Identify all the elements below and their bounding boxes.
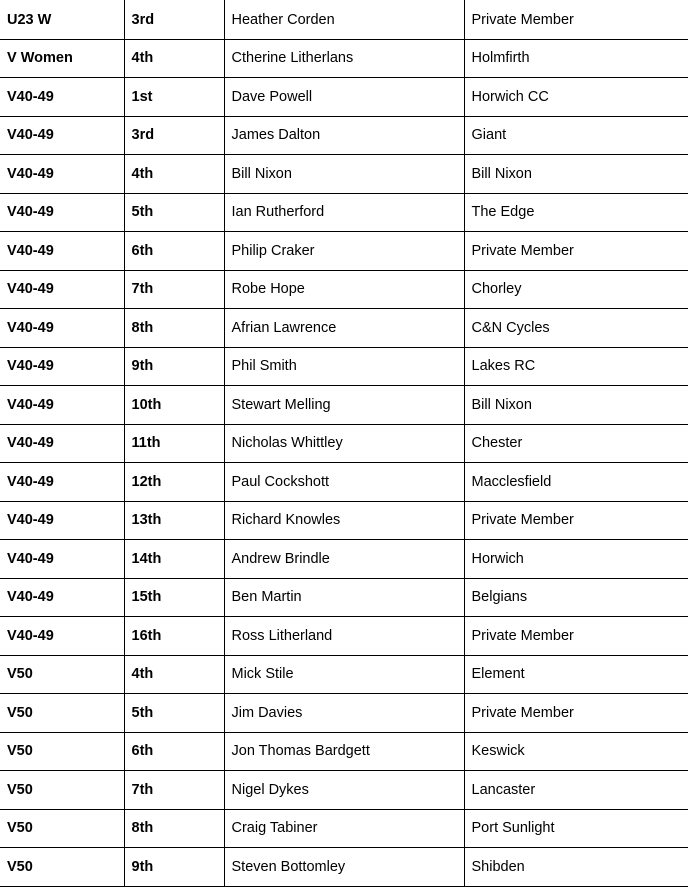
- category-cell: V50: [0, 694, 124, 733]
- table-row: [0, 578, 688, 617]
- category-cell: V40-49: [0, 155, 124, 194]
- table-row: [0, 116, 688, 155]
- club-cell: Shibden: [464, 848, 688, 887]
- category-cell: V40-49: [0, 270, 124, 309]
- rider-name-cell: Nicholas Whittley: [224, 424, 464, 463]
- table-row: [0, 809, 688, 848]
- table-row: [0, 193, 688, 232]
- category-cell: V50: [0, 655, 124, 694]
- rider-name-cell: Stewart Melling: [224, 386, 464, 425]
- club-cell: The Edge: [464, 193, 688, 232]
- position-cell: 13th: [124, 501, 224, 540]
- table-row: [0, 309, 688, 348]
- rider-name-cell: Dave Powell: [224, 78, 464, 117]
- position-cell: 1st: [124, 78, 224, 117]
- rider-name-cell: Ian Rutherford: [224, 193, 464, 232]
- category-cell: U23 W: [0, 0, 124, 39]
- rider-name-cell: Craig Tabiner: [224, 809, 464, 848]
- category-cell: V40-49: [0, 116, 124, 155]
- table-row: [0, 0, 688, 39]
- table-row: [0, 463, 688, 502]
- club-cell: C&N Cycles: [464, 309, 688, 348]
- rider-name-cell: Steven Bottomley: [224, 848, 464, 887]
- club-cell: Lakes RC: [464, 347, 688, 386]
- table-row: [0, 270, 688, 309]
- category-cell: V40-49: [0, 463, 124, 502]
- rider-name-cell: Heather Corden: [224, 0, 464, 39]
- club-cell: Element: [464, 655, 688, 694]
- rider-name-cell: Robe Hope: [224, 270, 464, 309]
- rider-name-cell: Mick Stile: [224, 655, 464, 694]
- category-cell: V Women: [0, 39, 124, 78]
- club-cell: Private Member: [464, 617, 688, 656]
- club-cell: Port Sunlight: [464, 809, 688, 848]
- club-cell: Macclesfield: [464, 463, 688, 502]
- club-cell: Chester: [464, 424, 688, 463]
- table-row: [0, 501, 688, 540]
- club-cell: Chorley: [464, 270, 688, 309]
- club-cell: Private Member: [464, 501, 688, 540]
- position-cell: 8th: [124, 309, 224, 348]
- category-cell: V40-49: [0, 193, 124, 232]
- position-cell: 9th: [124, 347, 224, 386]
- category-cell: V50: [0, 771, 124, 810]
- table-row: [0, 386, 688, 425]
- club-cell: Horwich: [464, 540, 688, 579]
- table-row: [0, 232, 688, 271]
- club-cell: Private Member: [464, 0, 688, 39]
- club-cell: Holmfirth: [464, 39, 688, 78]
- rider-name-cell: Richard Knowles: [224, 501, 464, 540]
- table-row: [0, 771, 688, 810]
- position-cell: 4th: [124, 39, 224, 78]
- club-cell: Horwich CC: [464, 78, 688, 117]
- rider-name-cell: Ben Martin: [224, 578, 464, 617]
- category-cell: V40-49: [0, 540, 124, 579]
- position-cell: 16th: [124, 617, 224, 656]
- table-row: [0, 424, 688, 463]
- position-cell: 14th: [124, 540, 224, 579]
- rider-name-cell: Phil Smith: [224, 347, 464, 386]
- rider-name-cell: Jon Thomas Bardgett: [224, 732, 464, 771]
- rider-name-cell: Afrian Lawrence: [224, 309, 464, 348]
- position-cell: 7th: [124, 270, 224, 309]
- rider-name-cell: James Dalton: [224, 116, 464, 155]
- rider-name-cell: Jim Davies: [224, 694, 464, 733]
- club-cell: Bill Nixon: [464, 386, 688, 425]
- position-cell: 5th: [124, 694, 224, 733]
- position-cell: 4th: [124, 155, 224, 194]
- position-cell: 6th: [124, 232, 224, 271]
- position-cell: 8th: [124, 809, 224, 848]
- rider-name-cell: Ross Litherland: [224, 617, 464, 656]
- table-row: [0, 655, 688, 694]
- category-cell: V40-49: [0, 617, 124, 656]
- table-row: [0, 694, 688, 733]
- category-cell: V50: [0, 848, 124, 887]
- club-cell: Giant: [464, 116, 688, 155]
- rider-name-cell: Bill Nixon: [224, 155, 464, 194]
- position-cell: 11th: [124, 424, 224, 463]
- club-cell: Keswick: [464, 732, 688, 771]
- table-row: [0, 848, 688, 887]
- position-cell: 9th: [124, 848, 224, 887]
- category-cell: V40-49: [0, 578, 124, 617]
- position-cell: 3rd: [124, 116, 224, 155]
- position-cell: 12th: [124, 463, 224, 502]
- rider-name-cell: Nigel Dykes: [224, 771, 464, 810]
- position-cell: 6th: [124, 732, 224, 771]
- category-cell: V40-49: [0, 424, 124, 463]
- category-cell: V40-49: [0, 78, 124, 117]
- category-cell: V50: [0, 809, 124, 848]
- category-cell: V40-49: [0, 309, 124, 348]
- club-cell: Bill Nixon: [464, 155, 688, 194]
- table-row: [0, 540, 688, 579]
- position-cell: 5th: [124, 193, 224, 232]
- category-cell: V50: [0, 732, 124, 771]
- club-cell: Private Member: [464, 232, 688, 271]
- position-cell: 7th: [124, 771, 224, 810]
- category-cell: V40-49: [0, 501, 124, 540]
- position-cell: 4th: [124, 655, 224, 694]
- table-row: [0, 347, 688, 386]
- club-cell: Belgians: [464, 578, 688, 617]
- rider-name-cell: Ctherine Litherlans: [224, 39, 464, 78]
- rider-name-cell: Philip Craker: [224, 232, 464, 271]
- position-cell: 3rd: [124, 0, 224, 39]
- table-row: [0, 78, 688, 117]
- position-cell: 15th: [124, 578, 224, 617]
- table-row: [0, 732, 688, 771]
- table-row: [0, 155, 688, 194]
- position-cell: 10th: [124, 386, 224, 425]
- category-cell: V40-49: [0, 386, 124, 425]
- rider-name-cell: Andrew Brindle: [224, 540, 464, 579]
- club-cell: Lancaster: [464, 771, 688, 810]
- club-cell: Private Member: [464, 694, 688, 733]
- table-row: [0, 617, 688, 656]
- rider-name-cell: Paul Cockshott: [224, 463, 464, 502]
- category-cell: V40-49: [0, 232, 124, 271]
- category-cell: V40-49: [0, 347, 124, 386]
- table-row: [0, 39, 688, 78]
